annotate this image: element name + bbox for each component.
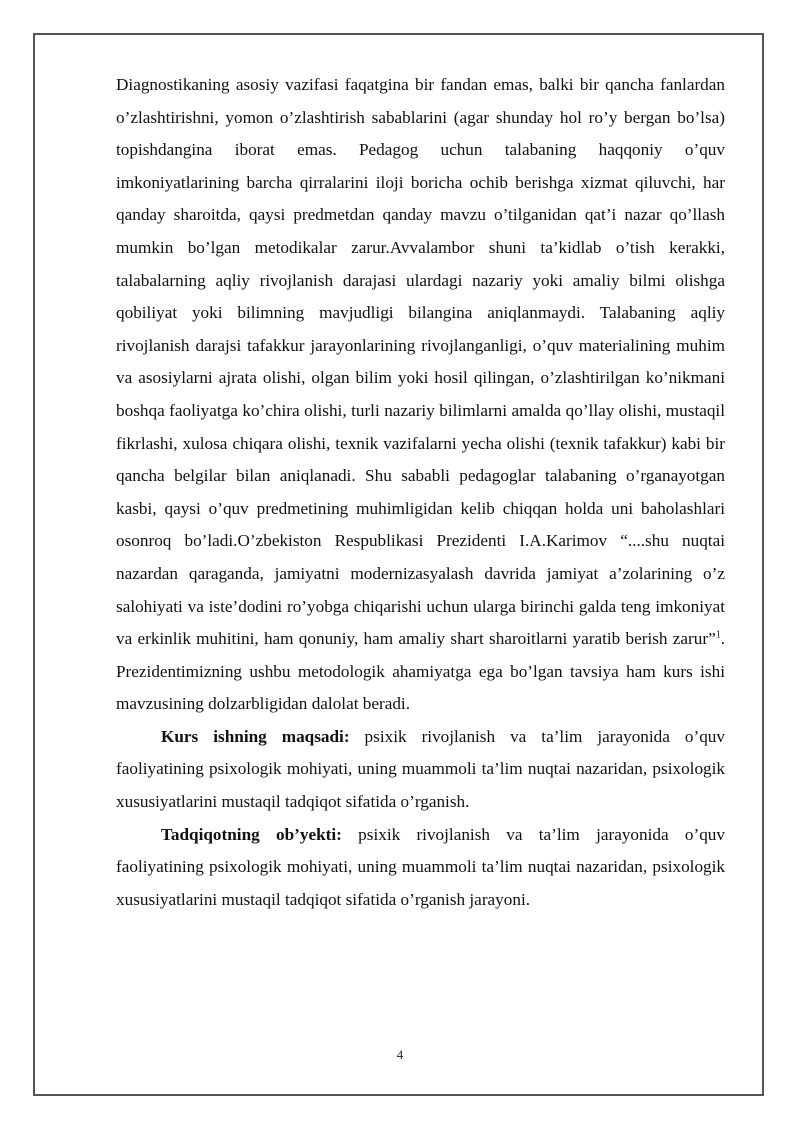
footnote-reference[interactable]: 1 <box>715 629 721 641</box>
paragraph-text-continued: . Prezidentimizning ushbu metodologik ahamiyatga ega bo’lgan tavsiya ham kurs ishi mavzusining dolzarbligidan dalolat beradi. <box>116 629 725 714</box>
research-object-label: Tadqiqotning ob’yekti: <box>161 824 342 844</box>
course-goal-text: psixik rivojlanish va ta’lim jarayonida o’quv faoliyatining psixologik mohiyati, uning muammoli ta’lim nuqtai nazaridan, psixologik xususiyatlarini mustaqil tadqiqot sifatida o’rganish. <box>116 726 725 812</box>
paragraph-diagnostics <box>116 69 725 721</box>
document-body <box>116 69 725 916</box>
research-object-text: psixik rivojlanish va ta’lim jarayonida o’quv faoliyatining psixologik mohiyati, uning muammoli ta’lim nuqtai nazaridan, psixologik xususiyatlarini mustaqil tadqiqot sifatida o’rganish jarayoni. <box>116 824 725 909</box>
paragraph-research-object <box>116 819 725 917</box>
course-goal-label: Kurs ishning maqsadi: <box>161 726 350 746</box>
paragraph-course-goal <box>116 721 725 819</box>
page-number: 4 <box>396 1047 404 1062</box>
paragraph-text: Diagnostikaning asosiy vazifasi faqatgina bir fandan emas, balki bir qancha fanlardan o’zlashtirishni, yomon o’zlashtirish sabablarini (agar shunday hol ro’y bergan bo’lsa) topishdangina iborat emas. Pedagog uchun talabaning haqqoniy o’quv imkoniyatlarining barcha qirralarini iloji boricha ochib berishga xizmat qiluvchi, har qanday sharoitda, qaysi predmetdan qanday mavzu o’tilganidan qat’i nazar qo’llash mumkin bo’lgan metodikalar zarur.Avvalambor shuni ta’kidlab o’tish kerakki, talabalarning aqliy rivojlanish darajasi ulardagi nazariy yoki amaliy bilmi olishga qobiliyat yoki bilimning mavjudligi bilangina aniqlanmaydi. Talabaning aqliy rivojlanish darajsi tafakkur jarayonlarining rivojlanganligi, o’quv materialining muhim va asosiylarni ajrata olishi, olgan bilim yoki hosil qilingan, o’zlashtirilgan ko’nikmani boshqa faoliyatga ko’chira olishi, turli nazariy bilimlarni amalda qo’llay olishi, mustaqil fikrlashi, xulosa chiqara olishi, texnik vazifalarni yecha olishi (texnik tafakkur) kabi bir qancha belgilar bilan aniqlanadi. Shu sababli pedagoglar talabaning o’rganayotgan kasbi, qaysi o’quv predmetining muhimligidan kelib chiqqan holda uni baholashlari osonroq bo’ladi.O’zbekiston Respublikasi Prezidenti I.A.Karimov “....shu nuqtai nazardan qaraganda, jamiyatni modernizasyalash davrida jamiyat a’zolarining o’z salohiyati va iste’dodini ro’yobga chiqarishi uchun ularga birinchi galda teng imkoniyat va erkinlik muhitini, ham qonuniy, ham amaliy shart sharoitlarni yaratib berish zarur” <box>116 75 725 649</box>
